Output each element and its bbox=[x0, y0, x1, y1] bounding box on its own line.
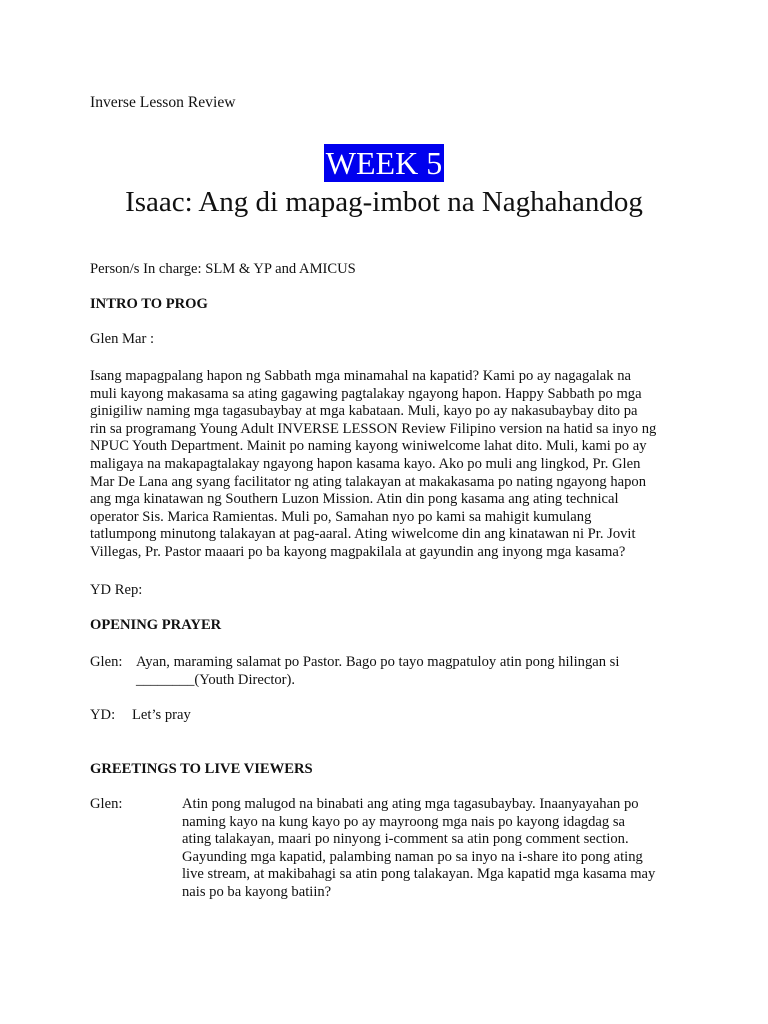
paragraph-line: operator Sis. Marica Ramientas. Muli po, Samahan nyo po kami sa mahigit kumulang bbox=[90, 508, 592, 525]
speaker-glen: Glen: bbox=[90, 654, 123, 670]
opening-prayer-glen-lines bbox=[136, 654, 619, 689]
section-heading-intro: INTRO TO PROG bbox=[90, 296, 208, 312]
paragraph-line: rin sa programang Young Adult INVERSE LESSON Review Filipino version na hatid sa inyo ng bbox=[90, 420, 657, 437]
dialogue-line: ________(Youth Director). bbox=[136, 671, 296, 688]
paragraph-line: ang mga kinatawan ng Southern Luzon Mission. Atin din pong kasama ang ating technical bbox=[90, 491, 619, 508]
paragraph-line: Villegas, Pr. Pastor maaari po ba kayong magpakilala at gayundin ang inyong mga kasama? bbox=[90, 543, 626, 560]
dialogue-line: Gayunding mga kapatid, palambing naman po sa inyo na i-share ito pong ating bbox=[182, 848, 643, 865]
lesson-title: Isaac: Ang di mapag-imbot na Naghahandog bbox=[125, 186, 643, 218]
paragraph-line: tatlumpong minutong talakayan at pag-aaral. Ating wiwelcome din ang kinatawan ni Pr. Jovit bbox=[90, 526, 636, 543]
dialogue-line: naming kayo na kung kayo po ay mayroong mga nais po kayong idagdag sa bbox=[182, 813, 625, 830]
section-heading-greetings: GREETINGS TO LIVE VIEWERS bbox=[90, 761, 313, 777]
dialogue-line: live stream, at makibahagi sa atin pong talakayan. Mga kapatid mga kasama may bbox=[182, 866, 656, 883]
document-label: Inverse Lesson Review bbox=[90, 94, 236, 111]
dialogue-line: Atin pong malugod na binabati ang ating mga tagasubaybay. Inaanyayahan po bbox=[182, 796, 639, 812]
paragraph-line: muli kayong makasama sa ating gagawing pagtalakay ngayong hapon. Happy Sabbath po mga bbox=[90, 385, 642, 402]
paragraph-line: ginigiliw naming mga tagasubaybay at mga kabataan. Muli, kayo po ay nakasubaybay dito pa bbox=[90, 403, 638, 420]
paragraph-line: Isang mapagpalang hapon ng Sabbath mga minamahal na kapatid? Kami po ay nagagalak na bbox=[90, 368, 632, 384]
dialogue-line: nais po ba kayong batiin? bbox=[182, 883, 332, 900]
week-label: WEEK 5 bbox=[325, 145, 443, 181]
speaker-glen-greetings: Glen: bbox=[90, 796, 123, 812]
week-banner bbox=[0, 144, 768, 182]
paragraph-line: maligaya na makapagtalakay ngayong hapon kasama kayo. Ako po muli ang lingkod, Pr. Glen bbox=[90, 455, 641, 472]
paragraph-line: Mar De Lana ang syang facilitator ng ating talakayan at makakasama po nating ngayong hapon bbox=[90, 473, 646, 490]
greetings-lines bbox=[182, 796, 655, 902]
dialogue-line: Ayan, maraming salamat po Pastor. Bago po tayo magpatuloy atin pong hilingan si bbox=[136, 654, 620, 670]
person-in-charge: Person/s In charge: SLM & YP and AMICUS bbox=[90, 261, 356, 277]
intro-paragraph bbox=[90, 368, 690, 562]
speaker-glen-mar: Glen Mar : bbox=[90, 331, 155, 347]
paragraph-line: NPUC Youth Department. Mainit po naming kayong winiwelcome lahat dito. Muli, kami po ay bbox=[90, 438, 647, 455]
yd-line: Let’s pray bbox=[132, 707, 191, 723]
speaker-yd: YD: bbox=[90, 707, 116, 723]
section-heading-opening-prayer: OPENING PRAYER bbox=[90, 617, 222, 633]
dialogue-line: ating talakayan, maari po ninyong i-comment sa atin pong comment section. bbox=[182, 831, 629, 848]
speaker-yd-rep: YD Rep: bbox=[90, 582, 143, 598]
